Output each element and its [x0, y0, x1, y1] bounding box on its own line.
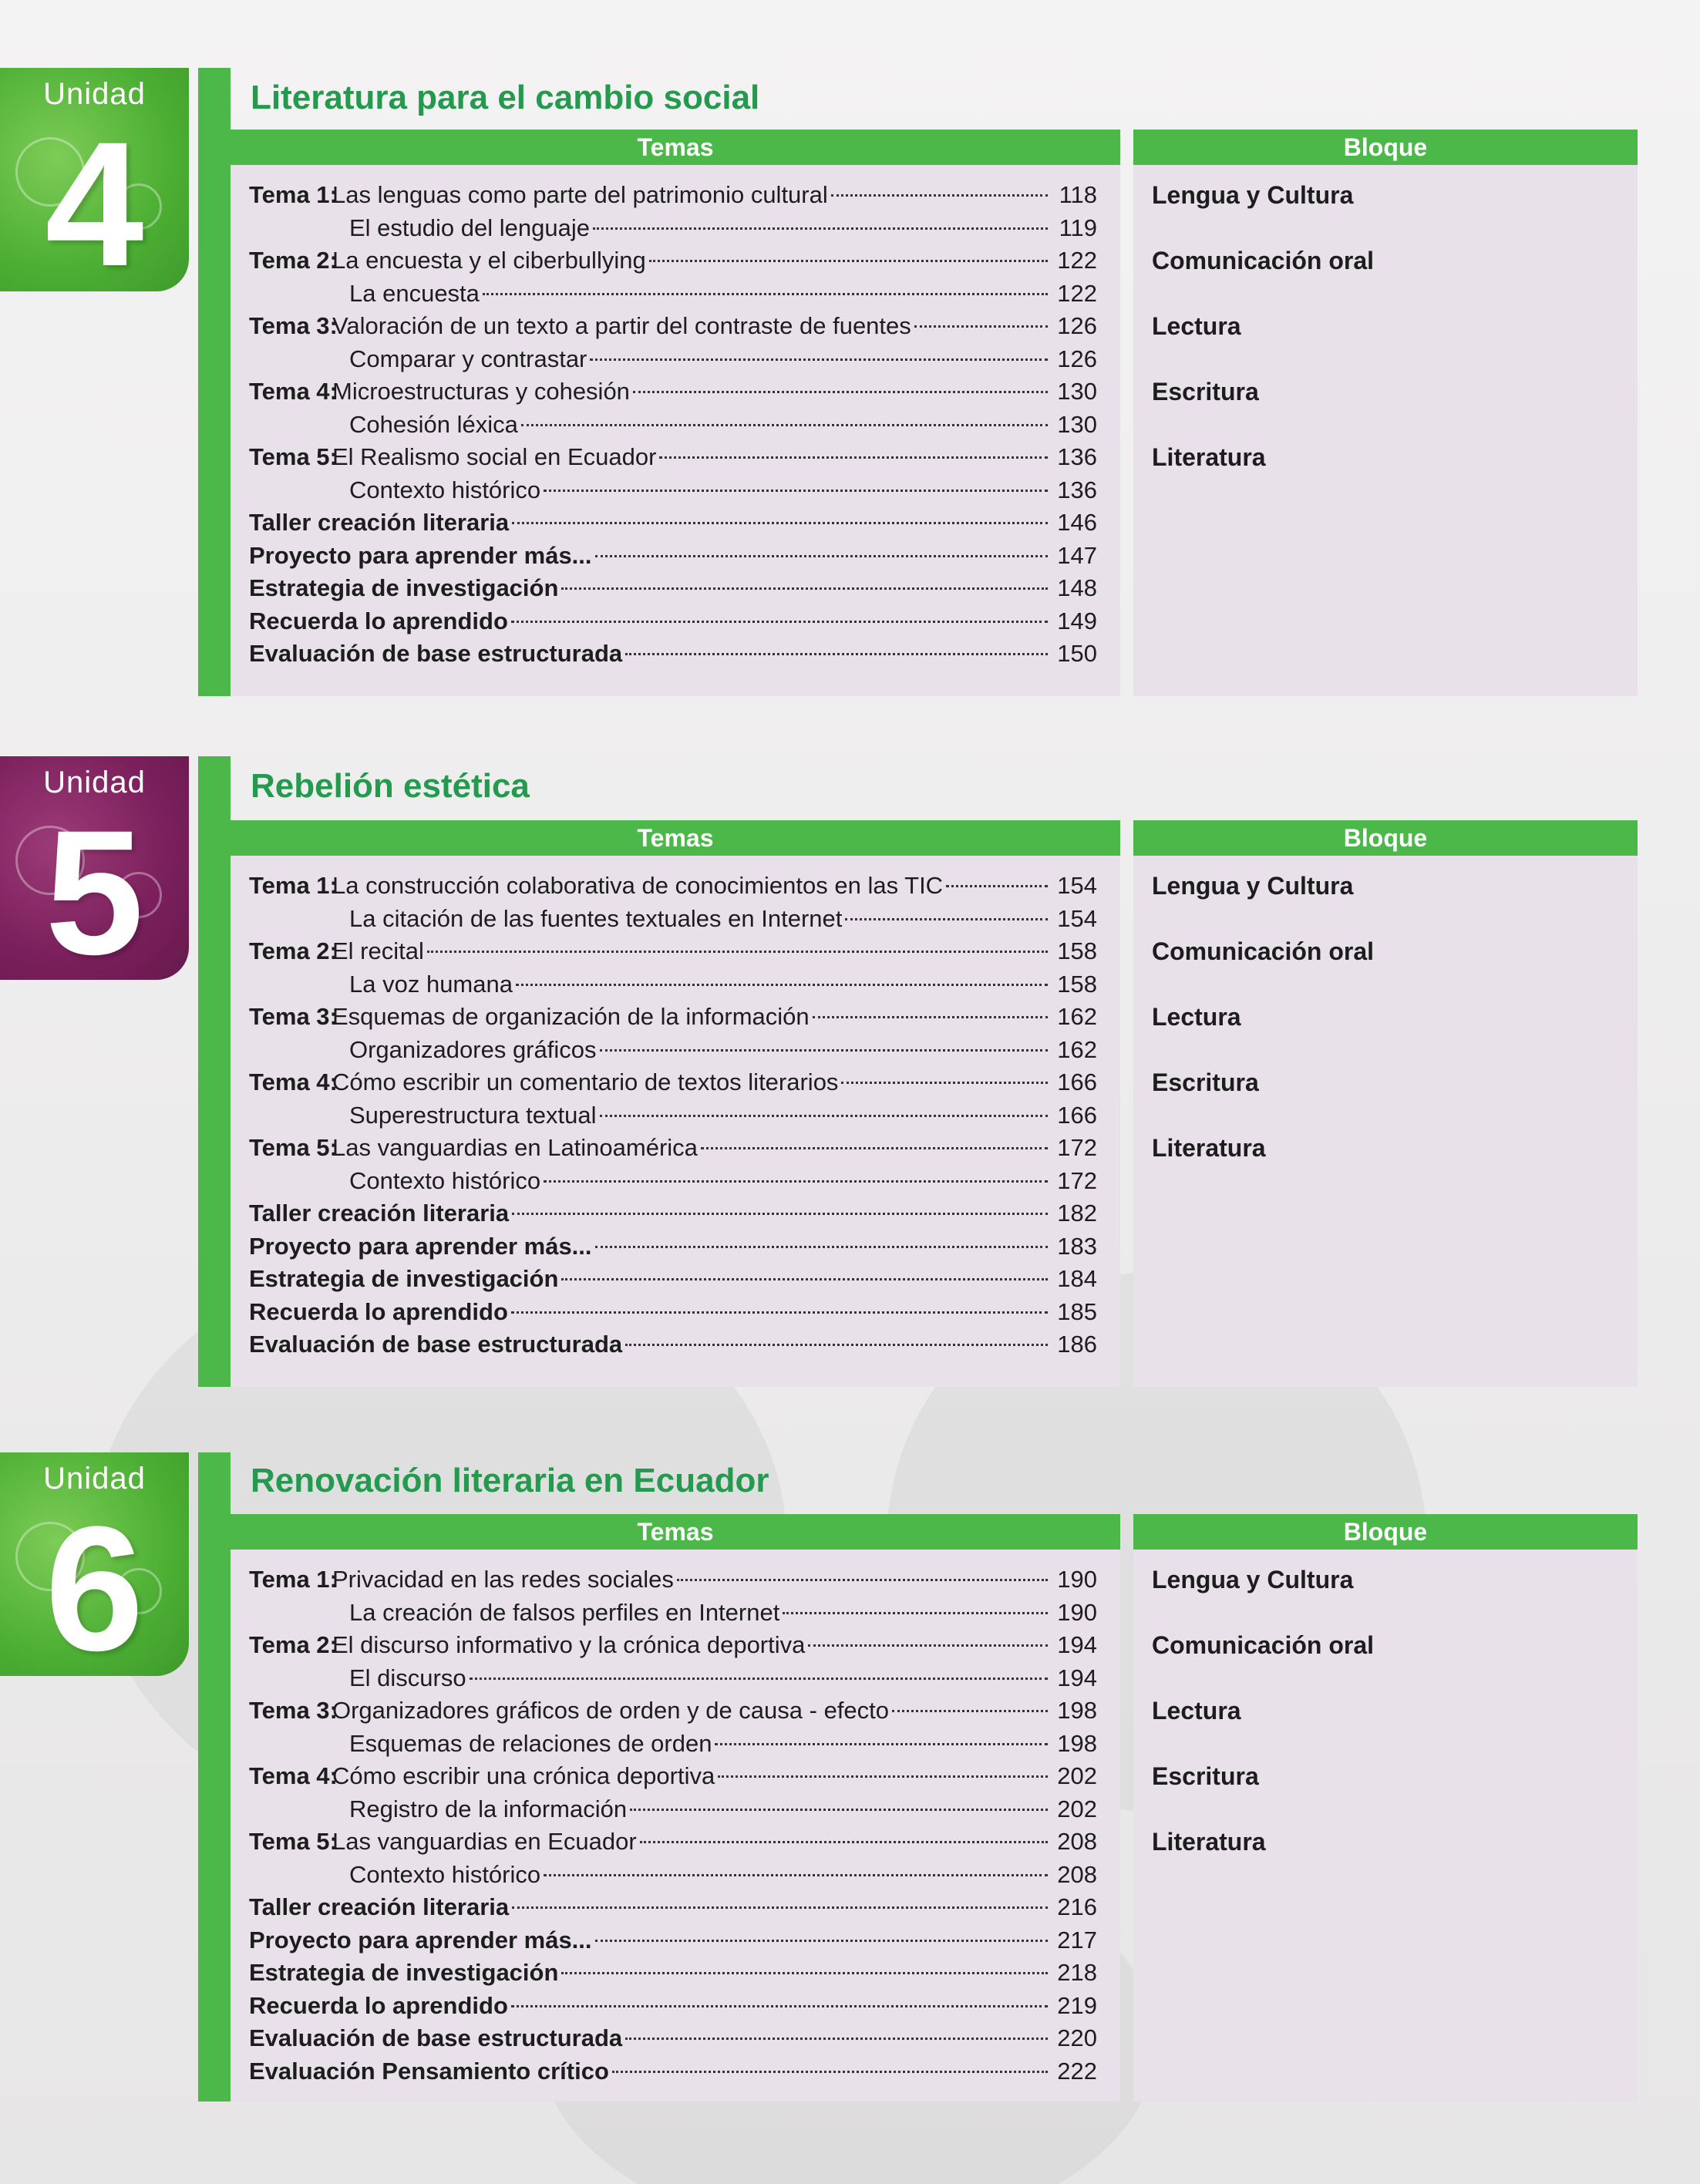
toc-row	[231, 343, 1120, 376]
toc-entry-text: El discurso	[349, 1664, 466, 1691]
toc-entry-text: Contexto histórico	[349, 1860, 541, 1888]
toc-entry-text: Recuerda lo aprendido	[249, 607, 508, 634]
bloque-panel	[1133, 820, 1638, 1387]
toc-entry-text: La voz humana	[349, 970, 513, 998]
toc-row	[231, 244, 1120, 278]
toc-entry-text: Las lenguas como parte del patrimonio cultural	[332, 181, 828, 208]
page-number: 158	[1057, 937, 1097, 964]
toc-entry-text: Las vanguardias en Latinoamérica	[332, 1134, 698, 1161]
temas-header: Temas	[231, 130, 1120, 165]
bloque-item: Lengua y Cultura	[1152, 181, 1354, 209]
tema-label: Tema 5:	[249, 1828, 338, 1855]
unit-title: Renovación literaria en Ecuador	[251, 1462, 769, 1499]
dot-leader	[946, 885, 1048, 887]
toc-row	[231, 1099, 1120, 1132]
page-number: 136	[1057, 443, 1097, 470]
dot-leader	[561, 1278, 1048, 1280]
dot-leader	[561, 1972, 1048, 1974]
toc-entry-text: Taller creación literaria	[249, 1893, 510, 1920]
dot-leader	[845, 918, 1048, 920]
toc-entry-text: La encuesta	[349, 279, 480, 307]
toc-entry-text: Evaluación de base estructurada	[249, 2024, 623, 2051]
bloque-item: Escritura	[1152, 1068, 1259, 1096]
bloque-item: Comunicación oral	[1152, 247, 1375, 274]
page-number: 198	[1057, 1729, 1097, 1757]
dot-leader	[511, 2005, 1048, 2007]
toc-entry-text: El recital	[332, 937, 424, 964]
page-number: 184	[1057, 1265, 1097, 1292]
toc-row	[231, 474, 1120, 507]
dot-leader	[813, 1016, 1048, 1018]
toc-entry-text: Comparar y contrastar	[349, 345, 587, 372]
toc-entry-text: Organizadores gráficos de orden y de causa - efecto	[332, 1697, 890, 1724]
page-number: 149	[1057, 607, 1097, 634]
page-number: 208	[1057, 1828, 1097, 1855]
tema-label: Tema 1:	[249, 181, 338, 208]
temas-panel	[231, 820, 1120, 1387]
temas-list	[231, 165, 1120, 671]
unit-4-tab	[0, 68, 189, 291]
page-number: 148	[1057, 574, 1097, 601]
dot-leader	[595, 1940, 1048, 1942]
page-number: 194	[1057, 1631, 1097, 1658]
dot-leader	[593, 227, 1048, 230]
dot-leader	[630, 1809, 1048, 1811]
toc-entry-text: Taller creación literaria	[249, 1200, 510, 1227]
unit-number: 5	[45, 793, 144, 980]
dot-leader	[511, 1311, 1048, 1314]
toc-row	[231, 1066, 1120, 1099]
page-number: 126	[1057, 312, 1097, 339]
toc-row	[231, 540, 1120, 573]
dot-leader	[512, 522, 1048, 524]
page-number: 122	[1057, 279, 1097, 307]
toc-entry-text: Recuerda lo aprendido	[249, 1991, 508, 2019]
toc-row	[231, 1165, 1120, 1198]
page-number: 130	[1057, 378, 1097, 405]
dot-leader	[511, 621, 1048, 623]
bloque-item: Lengua y Cultura	[1152, 1566, 1354, 1593]
page-number: 154	[1057, 872, 1097, 899]
toc-row	[231, 1296, 1120, 1329]
dot-leader	[659, 456, 1048, 459]
dot-leader	[600, 1049, 1049, 1052]
dot-leader	[521, 424, 1048, 426]
dot-leader	[701, 1147, 1048, 1149]
temas-list	[231, 1550, 1120, 2088]
bloque-item: Lengua y Cultura	[1152, 872, 1354, 900]
tema-label: Tema 1:	[249, 872, 338, 899]
toc-row	[231, 1793, 1120, 1826]
page-number: 130	[1057, 410, 1097, 438]
toc-entry-text: Cómo escribir un comentario de textos literarios	[332, 1068, 839, 1095]
toc-row	[231, 1629, 1120, 1662]
page-number: 202	[1057, 1762, 1097, 1789]
toc-entry-text: Evaluación de base estructurada	[249, 640, 623, 667]
dot-leader	[718, 1775, 1048, 1778]
unit-number: 4	[45, 105, 144, 291]
page-number: 136	[1057, 476, 1097, 503]
toc-entry-text: El estudio del lenguaje	[349, 214, 590, 241]
toc-row	[231, 1826, 1120, 1859]
page-number: 166	[1057, 1101, 1097, 1129]
page-number: 185	[1057, 1297, 1097, 1325]
page-number: 126	[1057, 345, 1097, 372]
toc-entry-text: Estrategia de investigación	[249, 1265, 559, 1292]
toc-row	[231, 1957, 1120, 1990]
dot-leader	[831, 194, 1048, 197]
dot-leader	[595, 555, 1048, 557]
toc-row	[231, 1230, 1120, 1264]
toc-row	[231, 212, 1120, 245]
page-number: 158	[1057, 970, 1097, 998]
toc-row	[231, 1328, 1120, 1361]
unit-side-bar	[198, 756, 231, 1387]
toc-entry-text: La construcción colaborativa de conocimientos en las TIC	[332, 872, 944, 899]
dot-leader	[470, 1678, 1048, 1680]
toc-row	[231, 1728, 1120, 1761]
dot-leader	[633, 391, 1048, 393]
page-number: 198	[1057, 1697, 1097, 1724]
toc-entry-text: Recuerda lo aprendido	[249, 1297, 508, 1325]
toc-entry-text: Contexto histórico	[349, 1166, 541, 1194]
tema-label: Tema 4:	[249, 378, 338, 405]
unit-4-section	[0, 68, 1700, 696]
page-number: 194	[1057, 1664, 1097, 1691]
toc-entry-text: Estrategia de investigación	[249, 1959, 559, 1986]
toc-entry-text: Cohesión léxica	[349, 410, 518, 438]
bloque-item: Comunicación oral	[1152, 937, 1375, 965]
page-number: 150	[1057, 640, 1097, 667]
dot-leader	[783, 1612, 1048, 1614]
dot-leader	[625, 1344, 1048, 1346]
toc-row	[231, 1563, 1120, 1597]
toc-entry-text: Proyecto para aprender más...	[249, 541, 592, 569]
toc-entry-text: Contexto histórico	[349, 476, 541, 503]
toc-row	[231, 2022, 1120, 2055]
bloque-header: Bloque	[1133, 130, 1638, 165]
tema-label: Tema 3:	[249, 1003, 338, 1030]
dot-leader	[561, 587, 1048, 590]
page-number: 202	[1057, 1795, 1097, 1822]
unit-6-section	[0, 1452, 1700, 2102]
toc-row	[231, 409, 1120, 442]
dot-leader	[612, 2071, 1048, 2073]
toc-entry-text: El discurso informativo y la crónica deportiva	[332, 1631, 806, 1658]
toc-row	[231, 572, 1120, 605]
temas-panel	[231, 130, 1120, 696]
dot-leader	[595, 1246, 1048, 1248]
page-number: 219	[1057, 1991, 1097, 2019]
toc-entry-text: El Realismo social en Ecuador	[332, 443, 657, 470]
page-number: 118	[1059, 181, 1097, 208]
toc-row	[231, 179, 1120, 212]
tema-label: Tema 5:	[249, 1134, 338, 1161]
toc-row	[231, 2055, 1120, 2088]
toc-row	[231, 1891, 1120, 1924]
unit-title: Rebelión estética	[251, 767, 530, 805]
toc-entry-text: Valoración de un texto a partir del contraste de fuentes	[332, 312, 911, 339]
page-number: 222	[1057, 2057, 1097, 2085]
page-number: 218	[1057, 1959, 1097, 1986]
tema-label: Tema 3:	[249, 312, 338, 339]
dot-leader	[808, 1644, 1048, 1647]
dot-leader	[544, 490, 1048, 492]
bloque-item: Escritura	[1152, 1762, 1259, 1790]
toc-row	[231, 1662, 1120, 1695]
bloque-item: Escritura	[1152, 378, 1259, 406]
toc-entry-text: Organizadores gráficos	[349, 1035, 597, 1063]
unit-title: Literatura para el cambio social	[251, 79, 760, 116]
page-number: 147	[1057, 541, 1097, 569]
bloque-item: Literatura	[1152, 443, 1266, 471]
toc-entry-text: Esquemas de relaciones de orden	[349, 1729, 712, 1757]
temas-header: Temas	[231, 820, 1120, 856]
toc-entry-text: Evaluación Pensamiento crítico	[249, 2057, 609, 2085]
bloque-header: Bloque	[1133, 1514, 1638, 1550]
dot-leader	[640, 1841, 1048, 1843]
toc-row	[231, 605, 1120, 638]
page-number: 217	[1057, 1926, 1097, 1953]
dot-leader	[512, 1906, 1048, 1909]
toc-row	[231, 441, 1120, 474]
toc-entry-text: Estrategia de investigación	[249, 574, 559, 601]
unit-5-section	[0, 756, 1700, 1387]
page-number: 172	[1057, 1166, 1097, 1194]
page-number: 166	[1057, 1068, 1097, 1095]
page-number: 183	[1057, 1232, 1097, 1260]
dot-leader	[600, 1115, 1048, 1117]
toc-entry-text: Esquemas de organización de la información	[332, 1003, 810, 1030]
tema-label: Tema 2:	[249, 937, 338, 964]
toc-entry-text: Privacidad en las redes sociales	[332, 1566, 674, 1593]
toc-entry-text: La encuesta y el ciberbullying	[332, 247, 646, 274]
bloque-item: Lectura	[1152, 1003, 1241, 1031]
dot-leader	[590, 358, 1048, 361]
temas-header: Temas	[231, 1514, 1120, 1550]
page-number: 119	[1059, 214, 1097, 241]
toc-entry-text: Taller creación literaria	[249, 509, 510, 536]
dot-leader	[544, 1874, 1048, 1876]
toc-entry-text: Evaluación de base estructurada	[249, 1331, 623, 1358]
unit-number: 6	[45, 1489, 144, 1676]
toc-entry-text: La citación de las fuentes textuales en Internet	[349, 904, 843, 932]
bloque-list	[1133, 165, 1638, 506]
bloque-item: Comunicación oral	[1152, 1631, 1375, 1659]
toc-row	[231, 1263, 1120, 1296]
toc-row	[231, 1597, 1120, 1630]
toc-row	[231, 935, 1120, 968]
dot-leader	[649, 260, 1048, 262]
dot-leader	[516, 984, 1048, 986]
page-number: 216	[1057, 1893, 1097, 1920]
bloque-panel	[1133, 130, 1638, 696]
page-number: 208	[1057, 1860, 1097, 1888]
toc-row	[231, 903, 1120, 936]
page-number: 154	[1057, 904, 1097, 932]
temas-list	[231, 856, 1120, 1361]
bloque-item: Literatura	[1152, 1134, 1266, 1162]
tema-label: Tema 5:	[249, 443, 338, 470]
page-number: 162	[1057, 1003, 1097, 1030]
bloque-list	[1133, 1550, 1638, 1891]
dot-leader	[892, 1710, 1048, 1712]
unit-side-bar	[198, 1452, 231, 2102]
toc-row	[231, 1760, 1120, 1793]
toc-row	[231, 1197, 1120, 1230]
dot-leader	[483, 293, 1048, 295]
toc-row	[231, 1034, 1120, 1067]
dot-leader	[625, 653, 1048, 655]
page-number: 122	[1057, 247, 1097, 274]
toc-row	[231, 968, 1120, 1001]
dot-leader	[427, 951, 1048, 953]
tema-label: Tema 3:	[249, 1697, 338, 1724]
temas-panel	[231, 1514, 1120, 2102]
page-number: 162	[1057, 1035, 1097, 1063]
toc-entry-text: La creación de falsos perfiles en Internet	[349, 1598, 780, 1626]
page-number: 146	[1057, 509, 1097, 536]
tema-label: Tema 2:	[249, 247, 338, 274]
toc-row	[231, 870, 1120, 903]
tema-label: Tema 4:	[249, 1068, 338, 1095]
unit-label: Unidad	[43, 1462, 146, 1496]
toc-entry-text: Microestructuras y cohesión	[332, 378, 630, 405]
toc-entry-text: Superestructura textual	[349, 1101, 597, 1129]
toc-row	[231, 1924, 1120, 1957]
unit-6-tab	[0, 1452, 189, 1676]
toc-row	[231, 1990, 1120, 2023]
dot-leader	[544, 1180, 1048, 1183]
toc-row	[231, 1132, 1120, 1165]
tema-label: Tema 2:	[249, 1631, 338, 1658]
page-number: 182	[1057, 1200, 1097, 1227]
toc-row	[231, 638, 1120, 671]
bloque-list	[1133, 856, 1638, 1197]
bloque-item: Literatura	[1152, 1828, 1266, 1856]
dot-leader	[841, 1082, 1048, 1084]
dot-leader	[625, 2038, 1048, 2040]
page-number: 190	[1057, 1598, 1097, 1626]
bloque-panel	[1133, 1514, 1638, 2102]
dot-leader	[715, 1743, 1048, 1745]
toc-row	[231, 1001, 1120, 1034]
bloque-item: Lectura	[1152, 1697, 1241, 1725]
unit-label: Unidad	[43, 766, 146, 799]
toc-row	[231, 1694, 1120, 1728]
page-number: 220	[1057, 2024, 1097, 2051]
dot-leader	[512, 1213, 1048, 1215]
toc-row	[231, 375, 1120, 409]
toc-row	[231, 1859, 1120, 1892]
toc-entry-text: Las vanguardias en Ecuador	[332, 1828, 637, 1855]
toc-entry-text: Registro de la información	[349, 1795, 628, 1822]
page-number: 172	[1057, 1134, 1097, 1161]
bloque-header: Bloque	[1133, 820, 1638, 856]
tema-label: Tema 4:	[249, 1762, 338, 1789]
bloque-item: Lectura	[1152, 312, 1241, 340]
toc-row	[231, 278, 1120, 311]
dot-leader	[914, 325, 1048, 328]
toc-entry-text: Proyecto para aprender más...	[249, 1232, 592, 1260]
dot-leader	[677, 1579, 1048, 1581]
toc-entry-text: Proyecto para aprender más...	[249, 1926, 592, 1953]
unit-label: Unidad	[43, 77, 146, 111]
toc-entry-text: Cómo escribir una crónica deportiva	[332, 1762, 715, 1789]
page-number: 186	[1057, 1331, 1097, 1358]
unit-side-bar	[198, 68, 231, 696]
toc-row	[231, 506, 1120, 540]
tema-label: Tema 1:	[249, 1566, 338, 1593]
unit-5-tab	[0, 756, 189, 980]
page-number: 190	[1057, 1566, 1097, 1593]
toc-row	[231, 310, 1120, 343]
